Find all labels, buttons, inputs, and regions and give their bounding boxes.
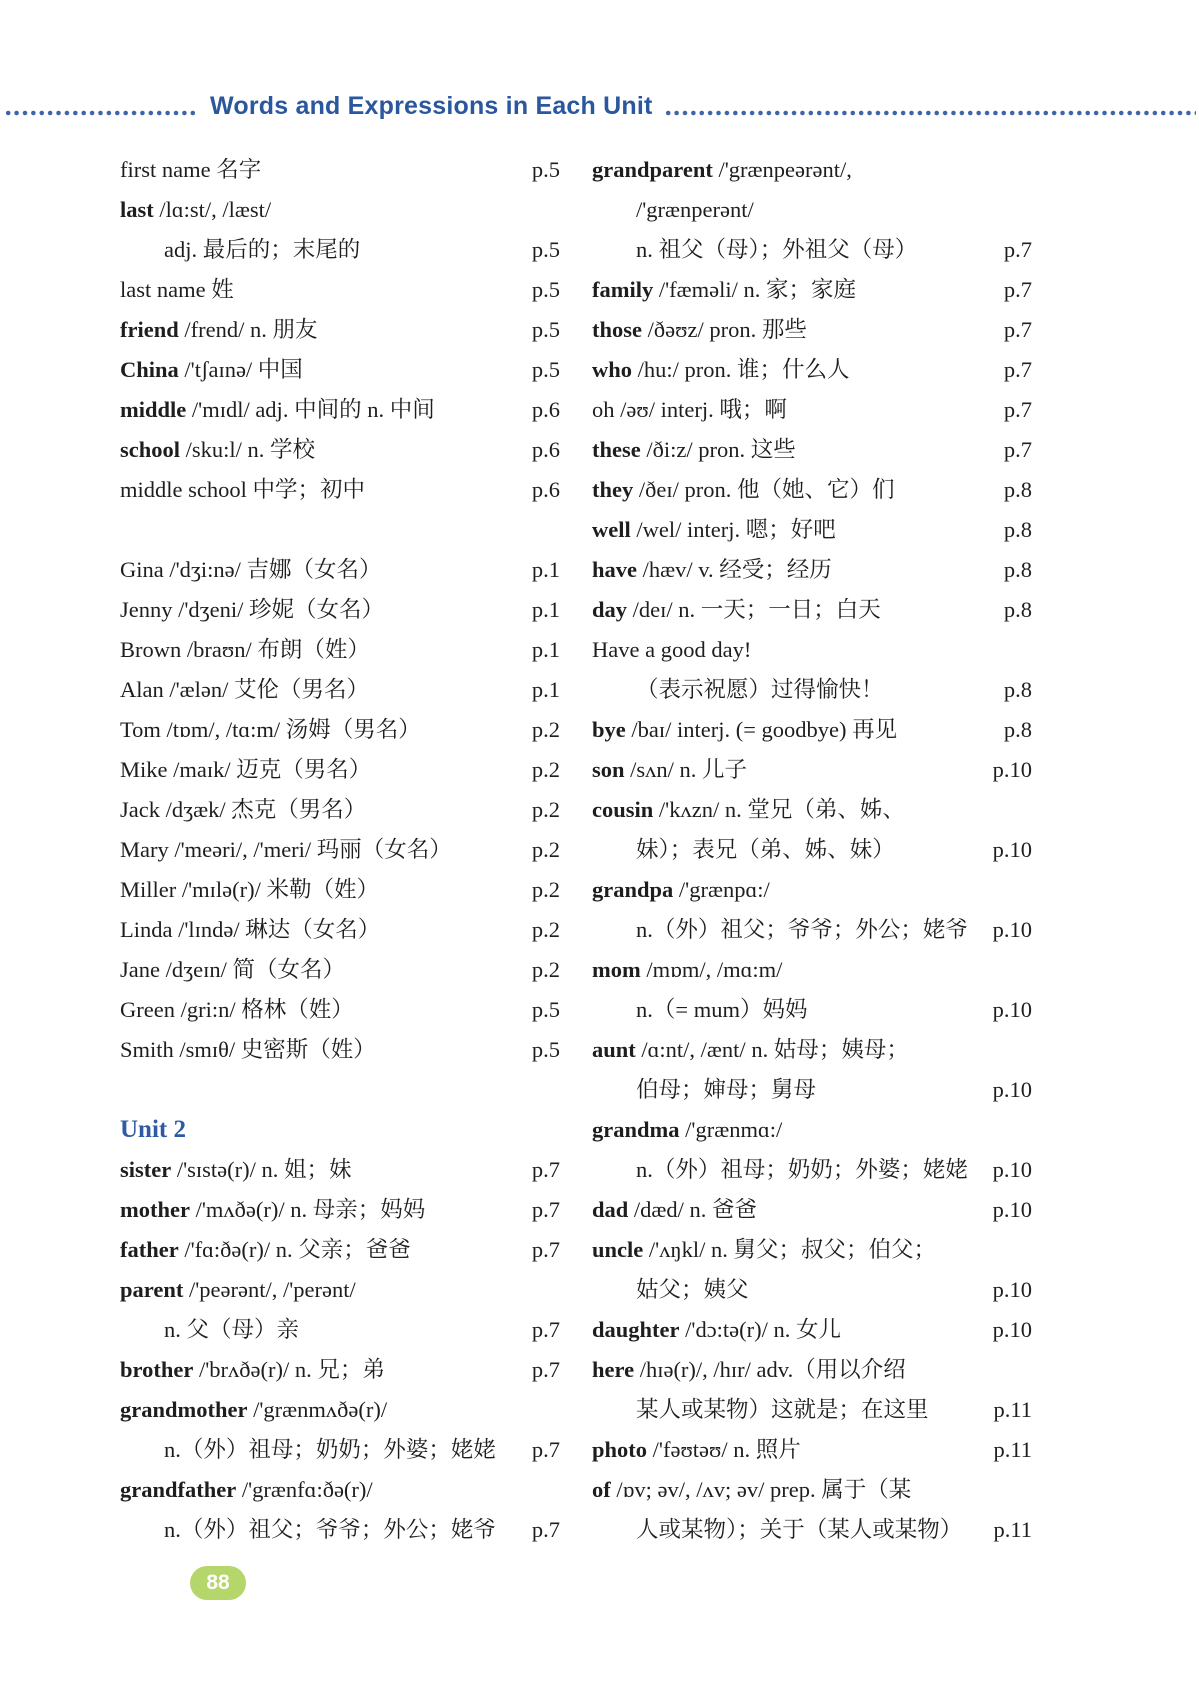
vocab-entry: [120, 1110, 560, 1150]
vocab-entry-text: [592, 790, 905, 830]
page-number-badge: 88: [190, 1566, 246, 1600]
page-reference: p.7: [531, 1437, 560, 1462]
entry-definition: Jack /dʒæk/ 杰克（男名）: [120, 797, 367, 822]
vocab-entry: [120, 1430, 560, 1470]
page-reference: p.7: [1003, 277, 1032, 302]
vocab-entry: [120, 1190, 560, 1230]
page-reference: p.1: [531, 637, 560, 662]
vocab-entry: [592, 1470, 1032, 1510]
page-reference: p.1: [531, 677, 560, 702]
vocab-entry-text: [120, 470, 365, 510]
vocab-entry-text: [592, 430, 796, 470]
vocab-entry: [592, 1190, 1032, 1230]
page-reference: p.5: [531, 277, 560, 302]
page-reference: p.8: [1003, 557, 1032, 582]
vocab-entry-text: [592, 1430, 801, 1470]
entry-definition: Brown /braʊn/ 布朗（姓）: [120, 637, 370, 662]
page-reference: p.5: [531, 357, 560, 382]
vocab-entry: [592, 230, 1032, 270]
entry-definition: /sʌn/ n. 儿子: [624, 757, 748, 782]
page-reference: p.10: [992, 837, 1032, 862]
headword: last: [120, 197, 154, 222]
entry-definition: /'fəʊtəʊ/ n. 照片: [647, 1437, 801, 1462]
entry-definition: /'grænpɑ:/: [673, 877, 770, 902]
section-header: [0, 92, 1199, 132]
headword: sister: [120, 1157, 172, 1182]
vocab-entry-text: [164, 230, 360, 270]
vocab-entry: [120, 350, 560, 390]
entry-definition: /'fæməli/ n. 家；家庭: [653, 277, 857, 302]
entry-definition: /'grænmɑ:/: [679, 1117, 783, 1142]
entry-definition: Miller /'mɪlə(r)/ 米勒（姓）: [120, 877, 380, 902]
headword: friend: [120, 317, 179, 342]
vocab-entry-text: [164, 1430, 496, 1470]
headword: mother: [120, 1197, 190, 1222]
page-reference: p.2: [531, 917, 560, 942]
vocab-entry-text: [120, 270, 234, 310]
vocab-entry-text: [120, 550, 382, 590]
vocab-entry-text: [120, 710, 421, 750]
page-reference: p.5: [531, 1037, 560, 1062]
entry-definition: /sku:l/ n. 学校: [180, 437, 316, 462]
vocab-entry: [592, 1230, 1032, 1270]
vocab-entry: [120, 230, 560, 270]
vocab-entry-text: [592, 270, 856, 310]
vocab-entry-text: [592, 1350, 906, 1390]
page-reference: p.10: [992, 1157, 1032, 1182]
vocab-entry: [120, 750, 560, 790]
vocab-entry: [592, 510, 1032, 550]
page-reference: p.2: [531, 757, 560, 782]
vocab-entry-text: [592, 710, 897, 750]
entry-definition: /ði:z/ pron. 这些: [640, 437, 796, 462]
headword: grandparent: [592, 157, 713, 182]
page-reference: p.7: [531, 1157, 560, 1182]
entry-definition: oh /əʊ/ interj. 哦；啊: [592, 397, 787, 422]
page-reference: p.10: [992, 1277, 1032, 1302]
vocab-entry: [592, 1390, 1032, 1430]
vocab-entry: [120, 1150, 560, 1190]
entry-definition: middle school 中学；初中: [120, 477, 365, 502]
page-reference: p.2: [531, 797, 560, 822]
headword: China: [120, 357, 179, 382]
vocab-entry-text: [592, 470, 894, 510]
vocab-entry-text: [120, 870, 379, 910]
vocab-entry: [120, 710, 560, 750]
entry-definition: n.（外）祖父；爷爷；外公；姥爷: [164, 1517, 496, 1542]
vocab-entry: [592, 1270, 1032, 1310]
page-reference: p.5: [531, 157, 560, 182]
vocab-entry: [592, 990, 1032, 1030]
entry-definition: last name 姓: [120, 277, 234, 302]
vocab-entry: [592, 550, 1032, 590]
entry-definition: Linda /'lɪndə/ 琳达（女名）: [120, 917, 381, 942]
vocab-entry: [592, 1150, 1032, 1190]
headword: photo: [592, 1437, 648, 1462]
headword: of: [592, 1477, 611, 1502]
vocab-entry-text: [120, 1270, 356, 1310]
vocab-entry-text: [636, 830, 895, 870]
vocab-entry-text: [636, 230, 917, 270]
entry-definition: Jenny /'dʒeni/ 珍妮（女名）: [120, 597, 385, 622]
vocab-entry: [120, 1270, 560, 1310]
entry-definition: Smith /smɪθ/ 史密斯（姓）: [120, 1037, 376, 1062]
vocab-entry: [592, 950, 1032, 990]
vocab-entry: [592, 310, 1032, 350]
vocab-entry: [120, 790, 560, 830]
page-reference: p.7: [1003, 317, 1032, 342]
page-reference: p.7: [1003, 357, 1032, 382]
page-reference: p.6: [531, 437, 560, 462]
vocab-entry: [592, 910, 1032, 950]
page-reference: p.6: [531, 477, 560, 502]
headword: cousin: [592, 797, 654, 822]
entry-definition: Unit 2: [120, 1116, 186, 1143]
headword: grandmother: [120, 1397, 248, 1422]
vocab-entry: [592, 190, 1032, 230]
vocab-entry-text: [592, 1310, 841, 1350]
vocab-entry-text: [592, 350, 850, 390]
page-reference: p.2: [531, 837, 560, 862]
vocab-entry-text: [592, 590, 881, 630]
page-reference: p.7: [531, 1517, 560, 1542]
vocab-entry-text: [592, 630, 751, 670]
entry-definition: /'grænpeərənt/,: [712, 157, 852, 182]
page-reference: p.10: [992, 917, 1032, 942]
vocab-entry: [592, 150, 1032, 190]
page-reference: p.8: [1003, 477, 1032, 502]
vocab-entry: [592, 1030, 1032, 1070]
entry-definition: /'grænmʌðə(r)/: [247, 1397, 388, 1422]
entry-definition: 姑父；姨父: [636, 1277, 749, 1302]
vocab-entry: [592, 830, 1032, 870]
headword: those: [592, 317, 642, 342]
vocab-entry-text: [120, 1230, 411, 1270]
entry-definition: /'tʃaɪnə/ 中国: [178, 357, 303, 382]
headword: father: [120, 1237, 179, 1262]
dotted-rule-left: [4, 110, 196, 116]
page-reference: p.7: [1003, 237, 1032, 262]
vocab-entry: [120, 1230, 560, 1270]
vocab-entry: [120, 1510, 560, 1550]
entry-definition: /'grænfɑ:ðə(r)/: [236, 1477, 373, 1502]
headword: family: [592, 277, 654, 302]
entry-definition: Tom /tɒm/, /tɑ:m/ 汤姆（男名）: [120, 717, 421, 742]
headword: bye: [592, 717, 626, 742]
vocab-entry-text: [120, 630, 370, 670]
entry-definition: Gina /'dʒi:nə/ 吉娜（女名）: [120, 557, 382, 582]
headword: son: [592, 757, 625, 782]
vocab-entry: [592, 790, 1032, 830]
page-reference: p.10: [992, 1077, 1032, 1102]
entry-definition: Have a good day!: [592, 637, 752, 662]
vocab-entry-text: [120, 350, 303, 390]
page-reference: p.7: [531, 1317, 560, 1342]
entry-definition: Mary /'meəri/, /'meri/ 玛丽（女名）: [120, 837, 452, 862]
headword: day: [592, 597, 628, 622]
entry-definition: /baɪ/ interj. (= goodbye) 再见: [625, 717, 898, 742]
page-reference: p.7: [531, 1197, 560, 1222]
headword: parent: [120, 1277, 184, 1302]
vocab-entry-text: [120, 750, 371, 790]
vocab-entry-text: [592, 870, 770, 910]
vocab-entry-text: [636, 1150, 968, 1190]
vocab-entry: [120, 910, 560, 950]
entry-definition: /mɒm/, /mɑ:m/: [640, 957, 783, 982]
entry-definition: Mike /maɪk/ 迈克（男名）: [120, 757, 372, 782]
headword: these: [592, 437, 641, 462]
entry-definition: /ɒv; əv/, /ʌv; əv/ prep. 属于（某: [610, 1477, 912, 1502]
vocab-entry: [120, 310, 560, 350]
entry-definition: /wel/ interj. 嗯；好吧: [630, 517, 836, 542]
vocab-entry-text: [120, 910, 380, 950]
vocab-entry: [592, 670, 1032, 710]
vocab-entry: [120, 950, 560, 990]
page-reference: p.7: [531, 1357, 560, 1382]
vocab-entry-text: [120, 670, 369, 710]
vocab-entry: [120, 1350, 560, 1390]
dotted-rule-right: [664, 110, 1196, 116]
entry-definition: first name 名字: [120, 157, 262, 182]
page-reference: p.10: [992, 997, 1032, 1022]
page-reference: p.7: [531, 1237, 560, 1262]
entry-definition: /'mʌðə(r)/ n. 母亲；妈妈: [189, 1197, 426, 1222]
headword: mom: [592, 957, 641, 982]
headword: dad: [592, 1197, 629, 1222]
page-reference: p.8: [1003, 677, 1032, 702]
entry-definition: /'dɔ:tə(r)/ n. 女儿: [679, 1317, 842, 1342]
page-reference: p.5: [531, 317, 560, 342]
headword: who: [592, 357, 633, 382]
vocab-entry-text: [164, 1310, 299, 1350]
vocab-entry: [592, 1510, 1032, 1550]
vocab-entry: [120, 630, 560, 670]
vocab-entry-text: [592, 310, 807, 350]
headword: here: [592, 1357, 635, 1382]
vocab-entry: [592, 750, 1032, 790]
vocab-entry: [120, 670, 560, 710]
entry-definition: 人或某物）；关于（某人或某物）: [636, 1517, 963, 1542]
entry-definition: /deɪ/ n. 一天；一日；白天: [627, 597, 881, 622]
entry-definition: /'grænperənt/: [636, 197, 754, 222]
page-reference: p.11: [993, 1517, 1032, 1542]
vocab-entry-text: [592, 550, 832, 590]
vocab-entry: [592, 1430, 1032, 1470]
vocab-entry-text: [592, 1230, 936, 1270]
entry-definition: （表示祝愿）过得愉快！: [636, 677, 884, 702]
entry-definition: n.（外）祖母；奶奶；外婆；姥姥: [164, 1437, 496, 1462]
entry-definition: /'peərənt/, /'perənt/: [183, 1277, 356, 1302]
entry-definition: /'fɑ:ðə(r)/ n. 父亲；爸爸: [178, 1237, 411, 1262]
vocab-entry-text: [636, 670, 884, 710]
entry-definition: /hu:/ pron. 谁；什么人: [632, 357, 850, 382]
page-reference: p.2: [531, 877, 560, 902]
entry-definition: /'ʌŋkl/ n. 舅父；叔父；伯父；: [643, 1237, 936, 1262]
vocab-entry: [592, 350, 1032, 390]
headword: daughter: [592, 1317, 680, 1342]
entry-definition: n. 父（母）亲: [164, 1317, 300, 1342]
headword: brother: [120, 1357, 194, 1382]
vocab-entry-text: [120, 190, 271, 230]
page-reference: p.8: [1003, 517, 1032, 542]
vocab-entry: [592, 1310, 1032, 1350]
entry-definition: /'brʌðə(r)/ n. 兄；弟: [193, 1357, 385, 1382]
vocab-entry: [120, 390, 560, 430]
entry-definition: /frend/ n. 朋友: [178, 317, 318, 342]
vocab-entry-text: [120, 590, 384, 630]
page-reference: p.10: [992, 757, 1032, 782]
vocab-entry-text: [592, 390, 787, 430]
page-reference: p.2: [531, 957, 560, 982]
vocab-entry: [592, 590, 1032, 630]
vocab-entry-text: [120, 390, 435, 430]
vocab-entry-text: [592, 510, 836, 550]
page-reference: p.11: [993, 1437, 1032, 1462]
page-reference: p.7: [1003, 397, 1032, 422]
entry-definition: /ðeɪ/ pron. 他（她、它）们: [633, 477, 895, 502]
vocab-entry: [120, 190, 560, 230]
page-reference: p.7: [1003, 437, 1032, 462]
page-reference: p.10: [992, 1317, 1032, 1342]
vocab-entry-text: [120, 1030, 376, 1070]
vocab-entry: [120, 470, 560, 510]
vocab-entry-text: [592, 950, 782, 990]
entry-definition: 某人或某物）这就是；在这里: [636, 1397, 929, 1422]
entry-definition: Jane /dʒeɪn/ 简（女名）: [120, 957, 345, 982]
entry-definition: /hɪə(r)/, /hɪr/ adv.（用以介绍: [634, 1357, 906, 1382]
unit-heading: [120, 1110, 186, 1150]
vocab-entry: [120, 870, 560, 910]
headword: grandpa: [592, 877, 674, 902]
entry-definition: Green /gri:n/ 格林（姓）: [120, 997, 354, 1022]
vocab-entry-text: [592, 150, 852, 190]
vocab-entry-text: [164, 1510, 496, 1550]
vocab-entry-text: [120, 990, 354, 1030]
entry-definition: 伯母；婶母；舅母: [636, 1077, 817, 1102]
vocab-entry: [592, 270, 1032, 310]
vocab-entry: [592, 1350, 1032, 1390]
vocab-entry: [120, 510, 560, 550]
vocab-entry-text: [120, 1350, 385, 1390]
headword: school: [120, 437, 181, 462]
vocab-entry: [120, 550, 560, 590]
entry-definition: n.（外）祖父；爷爷；外公；姥爷: [636, 917, 968, 942]
vocab-entry: [592, 630, 1032, 670]
entry-definition: n. 祖父（母）；外祖父（母）: [636, 237, 918, 262]
entry-definition: /dæd/ n. 爸爸: [628, 1197, 758, 1222]
vocab-entry: [120, 150, 560, 190]
vocab-entry-text: [592, 1110, 782, 1150]
headword: grandma: [592, 1117, 680, 1142]
vocab-entry: [592, 470, 1032, 510]
vocab-entry: [120, 430, 560, 470]
page-reference: p.5: [531, 997, 560, 1022]
entry-definition: /ɑ:nt/, /ænt/ n. 姑母；姨母；: [635, 1037, 909, 1062]
page-reference: p.6: [531, 397, 560, 422]
section-title: Words and Expressions in Each Unit: [210, 92, 653, 120]
vocab-entry-text: [120, 1190, 425, 1230]
vocab-entry-text: [636, 1390, 929, 1430]
vocab-entry: [120, 1030, 560, 1070]
vocab-entry: [592, 1070, 1032, 1110]
vocab-entry-text: [120, 1470, 373, 1510]
vocab-entry-text: [120, 1150, 352, 1190]
page-reference: p.1: [531, 597, 560, 622]
vocab-entry: [120, 1390, 560, 1430]
entry-definition: n.（外）祖母；奶奶；外婆；姥姥: [636, 1157, 968, 1182]
entry-definition: adj. 最后的；末尾的: [164, 237, 361, 262]
vocab-entry-text: [120, 950, 345, 990]
vocab-entry-text: [120, 1390, 387, 1430]
vocab-entry: [120, 590, 560, 630]
vocab-entry-text: [592, 1190, 757, 1230]
vocab-entry: [592, 710, 1032, 750]
vocab-entry: [120, 1070, 560, 1110]
vocab-entry-text: [592, 750, 747, 790]
vocab-entry-text: [120, 310, 317, 350]
vocab-entry-text: [636, 1510, 962, 1550]
headword: have: [592, 557, 637, 582]
vocab-entry: [120, 1310, 560, 1350]
vocab-entry-text: [636, 1270, 749, 1310]
headword: aunt: [592, 1037, 636, 1062]
page-reference: p.11: [993, 1397, 1032, 1422]
vocab-entry-text: [592, 1030, 909, 1070]
entry-definition: n.（= mum）妈妈: [636, 997, 808, 1022]
headword: they: [592, 477, 634, 502]
entry-definition: /'mɪdl/ adj. 中间的 n. 中间: [186, 397, 435, 422]
entry-definition: /'sɪstə(r)/ n. 姐；妹: [171, 1157, 352, 1182]
page-reference: p.8: [1003, 597, 1032, 622]
vocab-entry-text: [636, 1070, 816, 1110]
vocab-entry-text: [592, 1470, 911, 1510]
vocab-entry-text: [120, 150, 261, 190]
vocab-entry-text: [120, 790, 366, 830]
headword: well: [592, 517, 631, 542]
entry-definition: /hæv/ v. 经受；经历: [637, 557, 832, 582]
vocab-entry-text: [636, 910, 968, 950]
vocab-entry: [592, 870, 1032, 910]
headword: grandfather: [120, 1477, 237, 1502]
headword: uncle: [592, 1237, 644, 1262]
vocab-entry: [592, 390, 1032, 430]
vocab-entry: [592, 430, 1032, 470]
vocab-column-left: [120, 150, 560, 1550]
vocab-entry-text: [120, 830, 452, 870]
vocab-entry: [120, 1470, 560, 1510]
headword: middle: [120, 397, 187, 422]
entry-definition: /'kʌzn/ n. 堂兄（弟、姊、: [653, 797, 905, 822]
vocab-entry: [592, 1110, 1032, 1150]
vocab-entry: [120, 830, 560, 870]
entry-definition: /ðəʊz/ pron. 那些: [642, 317, 807, 342]
vocab-entry-text: [636, 990, 807, 1030]
entry-definition: 妹）；表兄（弟、姊、妹）: [636, 837, 895, 862]
page-reference: p.10: [992, 1197, 1032, 1222]
page-reference: p.2: [531, 717, 560, 742]
vocab-column-right: [592, 150, 1032, 1550]
page-reference: p.1: [531, 557, 560, 582]
vocab-entry: [120, 990, 560, 1030]
vocab-entry: [120, 270, 560, 310]
page-reference: p.8: [1003, 717, 1032, 742]
vocab-entry-text: [636, 190, 754, 230]
page-reference: p.5: [531, 237, 560, 262]
entry-definition: Alan /'ælən/ 艾伦（男名）: [120, 677, 370, 702]
vocab-entry-text: [120, 430, 315, 470]
entry-definition: /lɑ:st/, /læst/: [153, 197, 272, 222]
